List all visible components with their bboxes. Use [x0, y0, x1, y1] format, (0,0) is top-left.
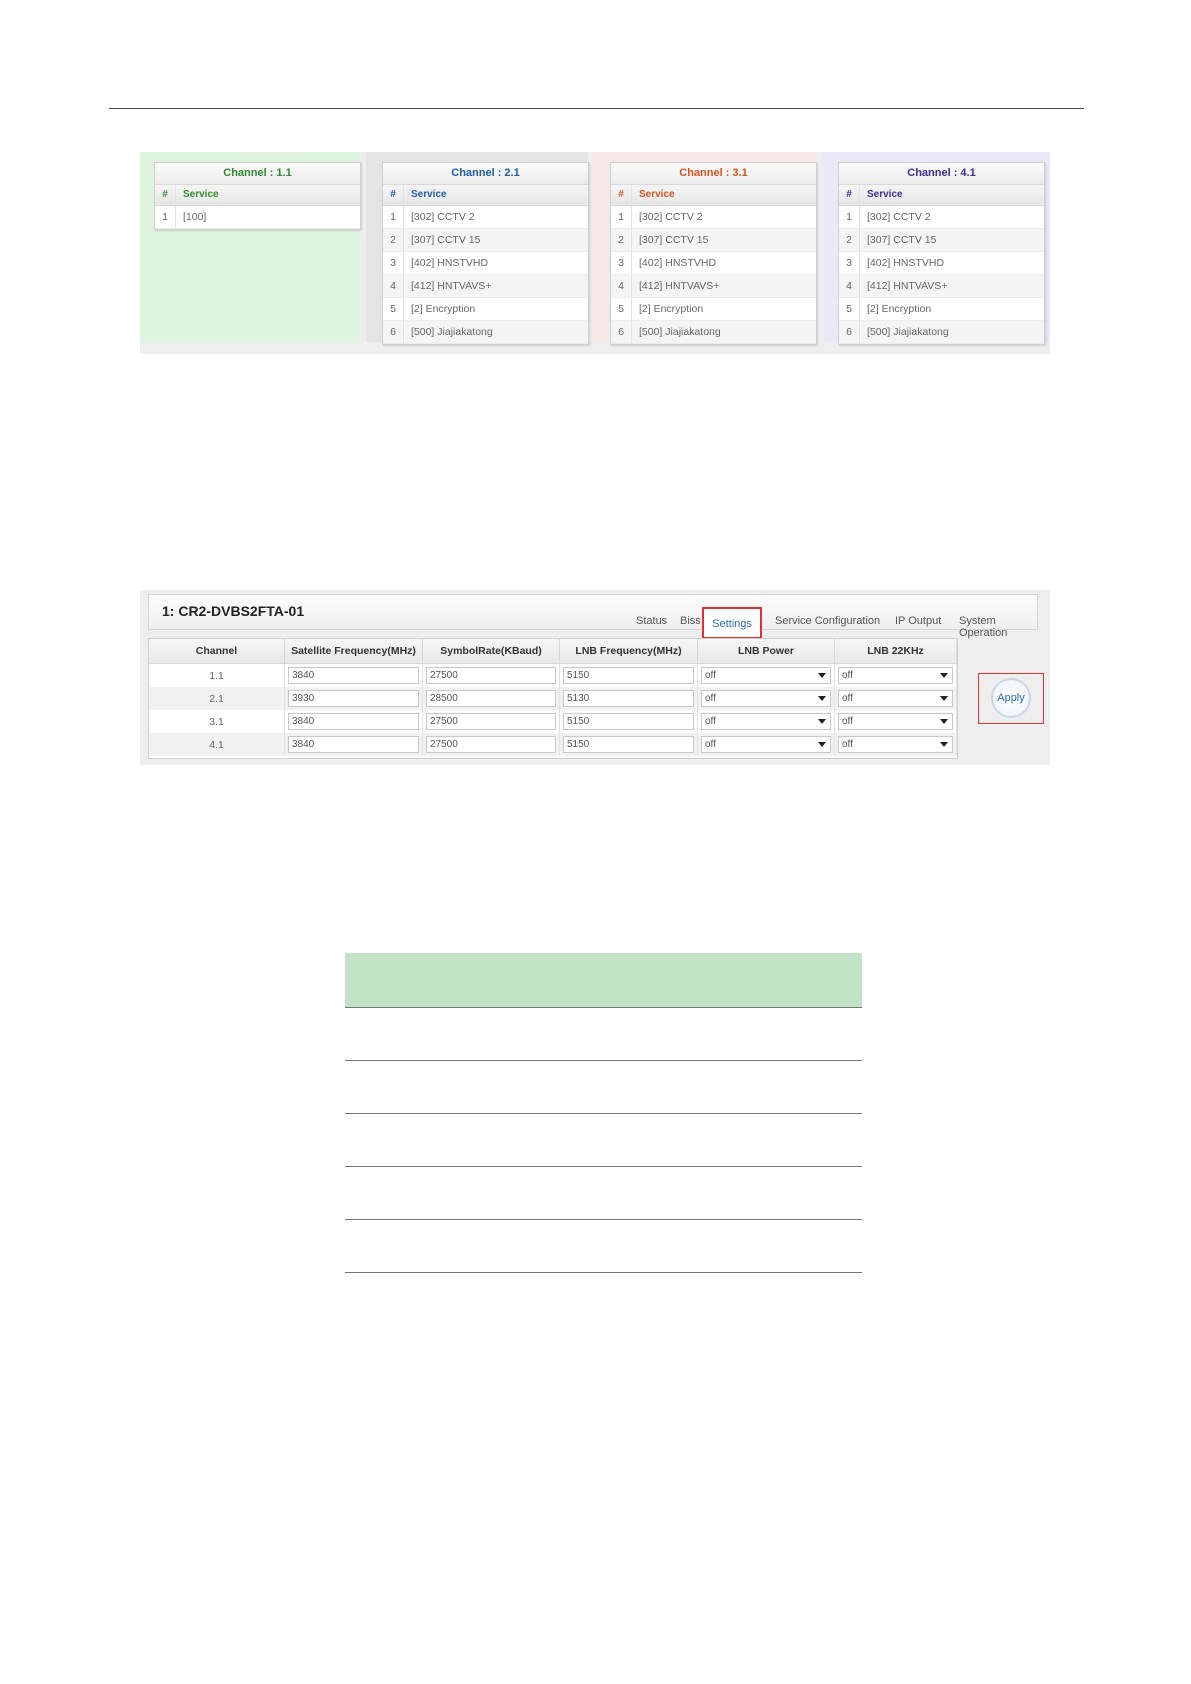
- table-row: [345, 1220, 862, 1273]
- settings-window: [140, 590, 1050, 765]
- table-cell: [423, 733, 560, 756]
- service-index: 3: [839, 252, 860, 274]
- service-index: 1: [839, 206, 860, 228]
- service-name: [500] Jiajiakatong: [867, 326, 949, 338]
- satellite-frequency-input[interactable]: 3840: [288, 736, 419, 753]
- list-item[interactable]: [611, 275, 816, 298]
- channel-header-row: [611, 185, 816, 206]
- settings-grid: [148, 638, 958, 759]
- service-name: [402] HNSTVHD: [639, 257, 717, 269]
- tab-system-operation[interactable]: System Operation: [959, 615, 1008, 639]
- tab-settings[interactable]: [702, 607, 762, 639]
- device-title: 1: CR2-DVBS2FTA-01: [162, 603, 305, 619]
- column-service-header: Service: [183, 189, 219, 200]
- channel-cell: 2.1: [149, 687, 285, 710]
- table-cell: [560, 687, 698, 710]
- service-index: 3: [611, 252, 632, 274]
- list-item[interactable]: [155, 206, 360, 229]
- channel-panel-3: [610, 162, 817, 345]
- table-cell: [698, 733, 835, 756]
- table-row: [149, 733, 957, 756]
- lnb-22khz-select[interactable]: off: [838, 667, 953, 684]
- window-header: [148, 594, 1038, 639]
- tab-status[interactable]: Status: [636, 615, 668, 627]
- service-index: 3: [383, 252, 404, 274]
- channel-header-row: [839, 185, 1044, 206]
- channel-title: Channel : 2.1: [383, 163, 588, 185]
- list-item[interactable]: [383, 252, 588, 275]
- table-cell: [698, 664, 835, 688]
- column-service-header: Service: [411, 189, 447, 200]
- lnb-power-select[interactable]: off: [701, 667, 831, 684]
- channel-title: Channel : 1.1: [155, 163, 360, 185]
- list-item[interactable]: [611, 321, 816, 344]
- page-top-rule: [109, 108, 1084, 109]
- table-cell: [560, 664, 698, 688]
- table-cell: [423, 710, 560, 733]
- apply-button[interactable]: Apply: [991, 678, 1031, 718]
- column-number-header: #: [839, 185, 860, 205]
- service-name: [2] Encryption: [411, 303, 476, 315]
- list-item[interactable]: [839, 252, 1044, 275]
- service-index: 4: [611, 275, 632, 297]
- lnb-frequency-input[interactable]: 5130: [563, 690, 694, 707]
- channel-service-panels: [140, 152, 1050, 354]
- column-header: LNB Frequency(MHz): [560, 639, 698, 664]
- channel-rows: [611, 206, 816, 344]
- service-index: 4: [383, 275, 404, 297]
- service-name: [302] CCTV 2: [867, 211, 931, 223]
- table-cell: [560, 710, 698, 733]
- satellite-frequency-input[interactable]: 3840: [288, 713, 419, 730]
- channel-rows: [155, 206, 360, 229]
- channel-cell: 1.1: [149, 664, 285, 688]
- blank-table-header: [345, 953, 862, 1008]
- table-row: [345, 1114, 862, 1167]
- service-index: 5: [383, 298, 404, 320]
- table-cell: [698, 687, 835, 710]
- list-item[interactable]: [839, 321, 1044, 344]
- table-cell: [835, 687, 957, 710]
- lnb-frequency-input[interactable]: 5150: [563, 667, 694, 684]
- list-item[interactable]: [839, 206, 1044, 229]
- list-item[interactable]: [383, 321, 588, 344]
- column-number-header: #: [155, 185, 176, 205]
- channel-rows: [383, 206, 588, 344]
- service-name: [500] Jiajiakatong: [639, 326, 721, 338]
- channel-panel-1: [154, 162, 361, 230]
- lnb-22khz-select[interactable]: off: [838, 713, 953, 730]
- tab-biss[interactable]: Biss: [680, 615, 701, 627]
- table-cell: [698, 710, 835, 733]
- lnb-power-select[interactable]: off: [701, 690, 831, 707]
- column-header: LNB Power: [698, 639, 835, 664]
- list-item[interactable]: [611, 206, 816, 229]
- lnb-22khz-select[interactable]: off: [838, 736, 953, 753]
- service-name: [500] Jiajiakatong: [411, 326, 493, 338]
- channel-header-row: [383, 185, 588, 206]
- service-index: 2: [611, 229, 632, 251]
- service-index: 4: [839, 275, 860, 297]
- service-name: [412] HNTVAVS+: [867, 280, 948, 292]
- service-name: [412] HNTVAVS+: [411, 280, 492, 292]
- service-index: 1: [155, 206, 176, 228]
- list-item[interactable]: [611, 252, 816, 275]
- service-name: [402] HNSTVHD: [867, 257, 945, 269]
- list-item[interactable]: [383, 298, 588, 321]
- table-cell: [423, 687, 560, 710]
- service-index: 5: [611, 298, 632, 320]
- channel-header-row: [155, 185, 360, 206]
- channel-cell: 3.1: [149, 710, 285, 733]
- service-name: [307] CCTV 15: [867, 234, 937, 246]
- service-name: [2] Encryption: [639, 303, 704, 315]
- service-index: 6: [611, 321, 632, 343]
- channel-panel-4: [838, 162, 1045, 345]
- service-name: [412] HNTVAVS+: [639, 280, 720, 292]
- service-name: [302] CCTV 2: [639, 211, 703, 223]
- satellite-frequency-input[interactable]: 3930: [288, 690, 419, 707]
- symbol-rate-input[interactable]: 28500: [426, 690, 556, 707]
- service-name: [307] CCTV 15: [411, 234, 481, 246]
- table-cell: [423, 664, 560, 688]
- channel-title: Channel : 3.1: [611, 163, 816, 185]
- service-index: 2: [383, 229, 404, 251]
- service-index: 1: [611, 206, 632, 228]
- column-service-header: Service: [867, 189, 903, 200]
- service-name: [302] CCTV 2: [411, 211, 475, 223]
- service-index: 6: [383, 321, 404, 343]
- column-header: SymbolRate(KBaud): [423, 639, 560, 664]
- lnb-frequency-input[interactable]: 5150: [563, 736, 694, 753]
- service-name: [307] CCTV 15: [639, 234, 709, 246]
- service-name: [2] Encryption: [867, 303, 932, 315]
- channel-title: Channel : 4.1: [839, 163, 1044, 185]
- table-cell: [285, 710, 423, 733]
- service-name: [402] HNSTVHD: [411, 257, 489, 269]
- service-index: 2: [839, 229, 860, 251]
- lnb-frequency-input[interactable]: 5150: [563, 713, 694, 730]
- lnb-power-select[interactable]: off: [701, 713, 831, 730]
- channel-rows: [839, 206, 1044, 344]
- list-item[interactable]: [383, 206, 588, 229]
- symbol-rate-input[interactable]: 27500: [426, 736, 556, 753]
- service-name: [100]: [183, 211, 207, 223]
- table-row: [345, 1008, 862, 1061]
- symbol-rate-input[interactable]: 27500: [426, 667, 556, 684]
- list-item[interactable]: [383, 229, 588, 252]
- tab-service-configuration[interactable]: Service Configuration: [775, 615, 881, 627]
- list-item[interactable]: [839, 275, 1044, 298]
- table-cell: [560, 733, 698, 756]
- column-header: Channel: [149, 639, 285, 664]
- list-item[interactable]: [611, 298, 816, 321]
- table-cell: [285, 664, 423, 688]
- tab-ip-output[interactable]: IP Output: [895, 615, 942, 627]
- service-index: 5: [839, 298, 860, 320]
- table-row: [345, 1061, 862, 1114]
- table-cell: [835, 710, 957, 733]
- table-row: [345, 1167, 862, 1220]
- tab-settings-label: Settings: [712, 618, 752, 630]
- column-header: LNB 22KHz: [835, 639, 957, 664]
- list-item[interactable]: [839, 229, 1044, 252]
- table-row: [149, 710, 957, 733]
- list-item[interactable]: [839, 298, 1044, 321]
- column-number-header: #: [611, 185, 632, 205]
- lnb-22khz-select[interactable]: off: [838, 690, 953, 707]
- column-service-header: Service: [639, 189, 675, 200]
- table-cell: [835, 733, 957, 756]
- list-item[interactable]: [611, 229, 816, 252]
- column-header: Satellite Frequency(MHz): [285, 639, 423, 664]
- channel-panel-2: [382, 162, 589, 345]
- table-cell: [835, 664, 957, 688]
- service-index: 1: [383, 206, 404, 228]
- apply-highlight: [978, 673, 1044, 724]
- table-cell: [285, 687, 423, 710]
- symbol-rate-input[interactable]: 27500: [426, 713, 556, 730]
- satellite-frequency-input[interactable]: 3840: [288, 667, 419, 684]
- channel-cell: 4.1: [149, 733, 285, 756]
- lnb-power-select[interactable]: off: [701, 736, 831, 753]
- table-row: [149, 687, 957, 710]
- table-row: [149, 664, 957, 688]
- blank-table: [345, 953, 862, 1273]
- column-number-header: #: [383, 185, 404, 205]
- table-cell: [285, 733, 423, 756]
- service-index: 6: [839, 321, 860, 343]
- list-item[interactable]: [383, 275, 588, 298]
